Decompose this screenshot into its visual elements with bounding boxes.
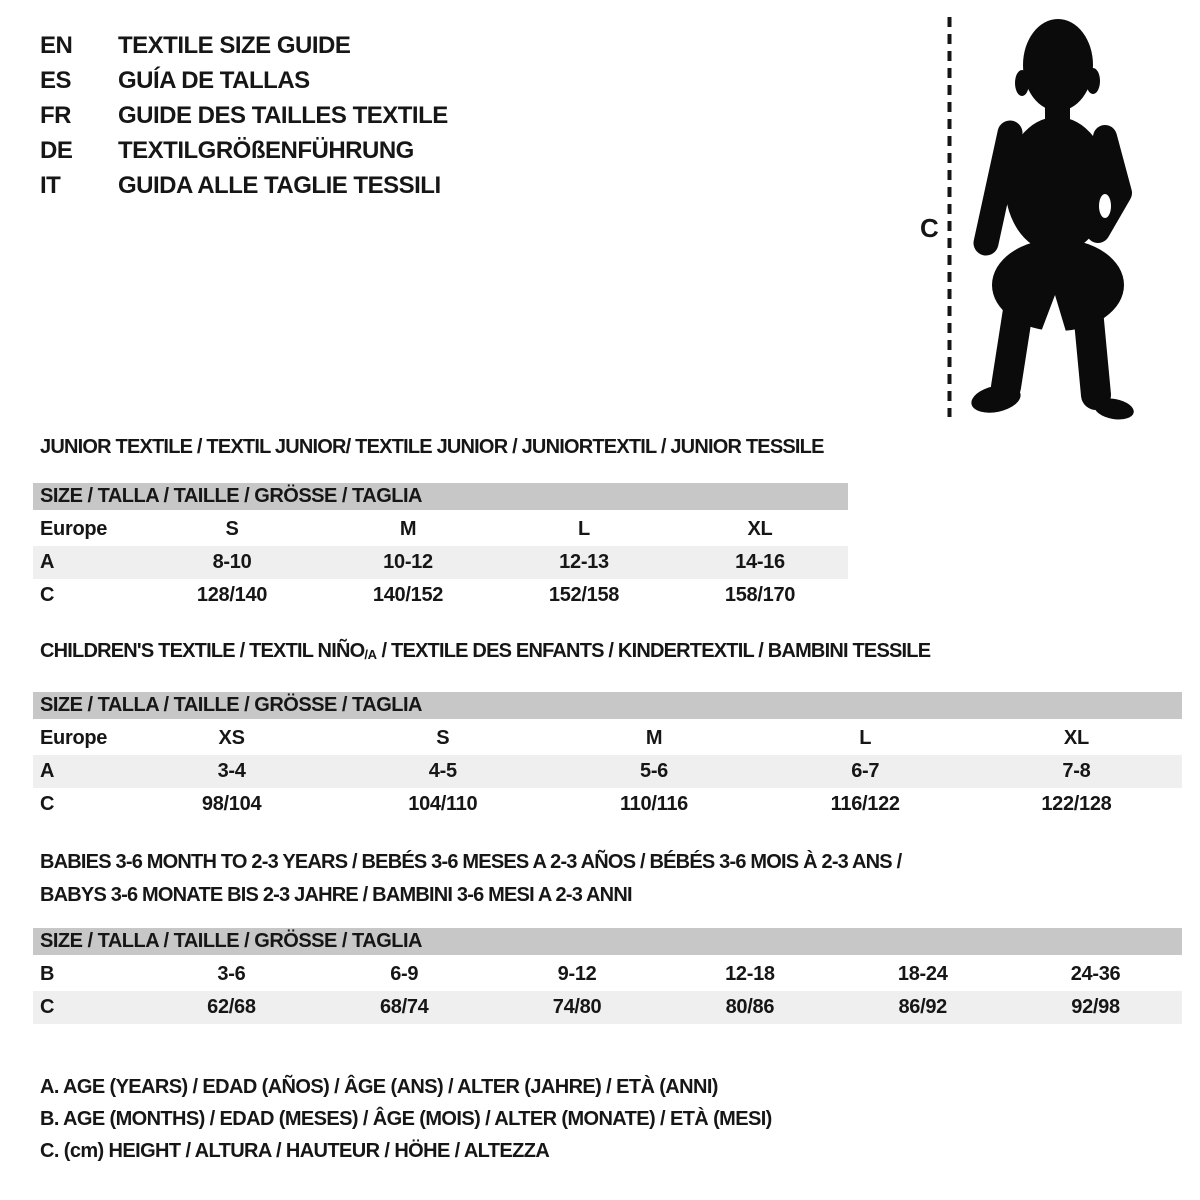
table-cell: 152/158 [548, 584, 620, 606]
row-label: B [40, 963, 55, 985]
language-code: FR [40, 101, 71, 129]
language-title: GUÍA DE TALLAS [118, 66, 310, 94]
language-code: IT [40, 171, 61, 199]
babies-size-table [33, 928, 1182, 1024]
table-row-height-cm [33, 991, 1182, 1024]
size-header-bar [33, 928, 1182, 955]
babies-section-title [40, 846, 901, 912]
table-cell: 18-24 [897, 963, 948, 985]
height-measure-letter: C [920, 213, 939, 243]
language-code: EN [40, 31, 73, 59]
height-dashed-line [947, 17, 953, 417]
language-title: GUIDA ALLE TAGLIE TESSILI [118, 171, 441, 199]
table-cell: 7-8 [1062, 760, 1091, 782]
table-cell: 98/104 [201, 793, 262, 815]
language-code: DE [40, 136, 73, 164]
table-cell: 12-13 [559, 551, 609, 573]
table-row-age-years [33, 755, 1182, 788]
children-title-main: CHILDREN'S TEXTILE / TEXTIL NIÑO [40, 640, 365, 662]
size-header-text: SIZE / TALLA / TAILLE / GRÖSSE / TAGLIA [40, 694, 422, 716]
size-header-bar [33, 692, 1182, 719]
table-cell: M [399, 518, 417, 540]
table-row-height-cm [33, 788, 1182, 821]
children-size-table [33, 692, 1182, 821]
babies-title-line2: BABYS 3-6 MONATE BIS 2-3 JAHRE / BAMBINI 3-6 MESI A 2-3 ANNI [40, 884, 632, 906]
children-section-title [40, 640, 930, 664]
table-cell: 104/110 [408, 793, 478, 815]
legend-line-age-years: A. AGE (YEARS) / EDAD (AÑOS) / ÂGE (ANS) / ALTER (JAHRE) / ETÀ (ANNI) [40, 1076, 718, 1098]
size-header-text: SIZE / TALLA / TAILLE / GRÖSSE / TAGLIA [40, 485, 422, 507]
table-cell: 9-12 [557, 963, 597, 985]
table-cell: 8-10 [212, 551, 252, 573]
table-row-europe [33, 513, 848, 546]
table-cell: 4-5 [428, 760, 457, 782]
row-label: C [40, 996, 55, 1018]
table-cell: 68/74 [379, 996, 429, 1018]
table-row-europe [33, 722, 1182, 755]
size-header-bar [33, 483, 848, 510]
table-cell: 24-36 [1070, 963, 1121, 985]
table-cell: 12-18 [725, 963, 775, 985]
toddler-silhouette-shapes [969, 19, 1136, 420]
row-label: C [40, 584, 55, 606]
language-title: GUIDE DES TAILLES TEXTILE [118, 101, 448, 129]
table-row-age-months [33, 958, 1182, 991]
language-row [40, 63, 448, 98]
language-code: ES [40, 66, 72, 94]
language-title: TEXTILGRÖßENFÜHRUNG [118, 136, 414, 164]
table-cell: 116/122 [830, 793, 900, 815]
table-cell: 5-6 [640, 760, 669, 782]
language-row [40, 133, 448, 168]
measure-legend [40, 1071, 772, 1167]
table-row-height-cm [33, 579, 848, 612]
size-header-text: SIZE / TALLA / TAILLE / GRÖSSE / TAGLIA [40, 930, 422, 952]
table-cell: 10-12 [383, 551, 433, 573]
table-cell: 3-4 [217, 760, 246, 782]
table-cell: 74/80 [552, 996, 602, 1018]
dashed-line-graphic [947, 17, 953, 417]
table-cell: 92/98 [1071, 996, 1120, 1018]
table-cell: 6-7 [851, 760, 880, 782]
table-cell: 122/128 [1041, 793, 1112, 815]
row-label: C [40, 793, 55, 815]
language-title-list [40, 28, 448, 203]
row-label: Europe [40, 727, 108, 749]
table-cell: L [578, 518, 590, 540]
table-row-age-years [33, 546, 848, 579]
table-cell: XS [218, 727, 245, 749]
table-cell: M [645, 727, 663, 749]
language-row [40, 168, 448, 203]
children-title-rest: / TEXTILE DES ENFANTS / KINDERTEXTIL / BAMBINI TESSILE [376, 640, 931, 662]
table-cell: L [859, 727, 872, 749]
legend-line-age-months: B. AGE (MONTHS) / EDAD (MESES) / ÂGE (MOIS) / ALTER (MONATE) / ETÀ (MESI) [40, 1108, 772, 1130]
language-title: TEXTILE SIZE GUIDE [118, 31, 351, 59]
table-cell: 128/140 [196, 584, 268, 606]
language-row [40, 98, 448, 133]
junior-section-title: JUNIOR TEXTILE / TEXTIL JUNIOR/ TEXTILE JUNIOR / JUNIORTEXTIL / JUNIOR TESSILE [40, 436, 824, 458]
junior-size-table [33, 483, 848, 612]
babies-title-line1: BABIES 3-6 MONTH TO 2-3 YEARS / BEBÉS 3-6 MESES A 2-3 AÑOS / BÉBÉS 3-6 MOIS À 2-3 ANS / [40, 851, 902, 873]
table-cell: 110/116 [620, 793, 688, 815]
table-cell: 62/68 [207, 996, 256, 1018]
table-cell: 86/92 [898, 996, 947, 1018]
table-cell: 80/86 [725, 996, 775, 1018]
row-label: A [40, 551, 55, 573]
toddler-silhouette [966, 15, 1138, 420]
children-title-suffix: /A [364, 647, 377, 662]
table-cell: XL [747, 518, 773, 540]
table-cell: 3-6 [217, 963, 246, 985]
table-cell: 140/152 [372, 584, 444, 606]
table-cell: S [436, 727, 450, 749]
table-cell: 6-9 [390, 963, 419, 985]
table-cell: 14-16 [735, 551, 785, 573]
legend-line-height: C. (cm) HEIGHT / ALTURA / HAUTEUR / HÖHE / ALTEZZA [40, 1140, 550, 1162]
table-cell: 158/170 [724, 584, 796, 606]
table-cell: XL [1063, 727, 1089, 749]
language-row [40, 28, 448, 63]
row-label: Europe [40, 518, 108, 540]
table-cell: S [225, 518, 239, 540]
row-label: A [40, 760, 55, 782]
